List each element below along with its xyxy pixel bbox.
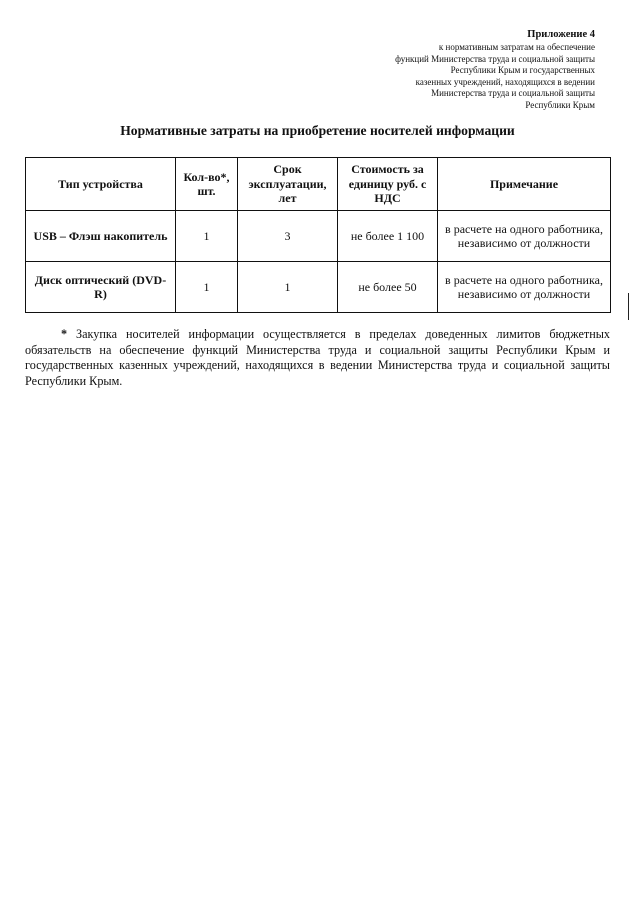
cell-quantity: 1 bbox=[176, 262, 238, 313]
footnote-text: Закупка носителей информации осуществляется в пределах доведенных лимитов бюджетных обязательств на обеспечение функций Министерства труда и социальной защиты Республики Крым и государственных казенных учреждений, находящихся в ведении Министерства труда и социальной защиты Республики Крым. bbox=[25, 327, 611, 388]
appendix-block bbox=[295, 28, 595, 112]
cell-note: в расчете на одного работника, независимо от должности bbox=[438, 262, 611, 313]
cell-service-life: 3 bbox=[238, 211, 338, 262]
appendix-line: к нормативным затратам на обеспечение bbox=[438, 42, 595, 52]
appendix-line: Республики Крым bbox=[525, 99, 595, 110]
appendix-line: казенных учреждений, находящихся в ведении bbox=[415, 76, 595, 87]
header-device-type: Тип устройства bbox=[26, 158, 176, 211]
cell-unit-cost: не более 1 100 bbox=[338, 211, 438, 262]
appendix-line: Республики Крым и государственных bbox=[450, 65, 595, 76]
table-row bbox=[26, 262, 611, 313]
header-note: Примечание bbox=[438, 158, 611, 211]
cell-note: в расчете на одного работника, независимо от должности bbox=[438, 211, 611, 262]
footnote bbox=[25, 327, 610, 389]
document-title: Нормативные затраты на приобретение носителей информации bbox=[120, 123, 515, 138]
appendix-line: Министерства труда и социальной защиты bbox=[431, 88, 595, 99]
margin-line bbox=[628, 293, 629, 320]
footnote-marker: * bbox=[61, 327, 68, 341]
header-quantity: Кол-во*, шт. bbox=[176, 158, 238, 211]
cell-unit-cost: не более 50 bbox=[338, 262, 438, 313]
header-service-life: Срок эксплуатации, лет bbox=[238, 158, 338, 211]
cell-device-type: Диск оптический (DVD-R) bbox=[26, 262, 176, 313]
cell-quantity: 1 bbox=[176, 211, 238, 262]
header-unit-cost: Стоимость за единицу руб. с НДС bbox=[338, 158, 438, 211]
appendix-title: Приложение 4 bbox=[527, 29, 595, 40]
table-header-row bbox=[26, 158, 611, 211]
appendix-line: функций Министерства труда и социальной защиты bbox=[395, 53, 595, 64]
table-row bbox=[26, 211, 611, 262]
norms-table bbox=[25, 157, 611, 313]
cell-device-type: USB – Флэш накопитель bbox=[26, 211, 176, 262]
cell-service-life: 1 bbox=[238, 262, 338, 313]
